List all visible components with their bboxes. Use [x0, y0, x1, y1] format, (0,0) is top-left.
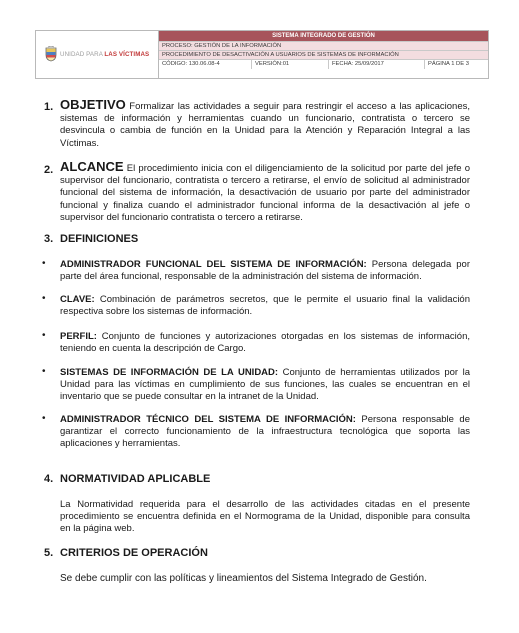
bullet-4: •: [42, 366, 46, 377]
date-cell: FECHA: 25/09/2017: [328, 60, 424, 69]
definition-4-term: SISTEMAS DE INFORMACIÓN DE LA UNIDAD:: [60, 367, 279, 378]
logo-text-a: UNIDAD PARA: [60, 51, 105, 58]
version-cell: VERSIÓN:01: [251, 60, 328, 69]
section-5-title: CRITERIOS DE OPERACIÓN: [60, 547, 208, 559]
definition-2: [60, 294, 470, 318]
definition-4: [60, 367, 470, 404]
logo-cell: [36, 31, 159, 78]
definition-3-text: Conjunto de funciones y autorizaciones otorgadas en los sistemas de información, teniendo en cuenta la descripción de Cargo.: [60, 331, 470, 355]
definition-3: [60, 331, 470, 355]
section-3-title: DEFINICIONES: [60, 233, 139, 245]
system-title: SISTEMA INTEGRADO DE GESTIÓN: [159, 31, 488, 42]
section-5-number: 5.: [44, 547, 54, 559]
definition-3-term: PERFIL:: [60, 331, 97, 342]
definition-5: [60, 414, 470, 451]
section-5-text: Se debe cumplir con las políticas y lineamientos del Sistema Integrado de Gestión.: [60, 573, 427, 584]
definition-2-term: CLAVE:: [60, 294, 95, 305]
section-3-number: 3.: [44, 233, 54, 245]
bullet-2: •: [42, 293, 46, 304]
definition-2-text: Combinación de parámetros secretos, que le permite el usuario final la validación respectiva sobre los sistemas de información.: [60, 294, 470, 318]
definition-1-text: Persona delegada por parte del área funcional, responsable de la administración del sistema de información.: [60, 259, 470, 283]
bullet-3: •: [42, 330, 46, 341]
definition-5-text: Persona responsable de garantizar el correcto funcionamiento de la infraestructura tecnológica que soporta las aplicaciones y herramientas.: [60, 414, 470, 450]
section-1-number: 1.: [44, 101, 54, 113]
section-2-body: [60, 161, 470, 224]
logo-text-b: LAS VÍCTIMAS: [104, 51, 150, 58]
colombia-crest-icon: [44, 46, 58, 62]
definition-1: [60, 259, 470, 283]
code-cell: CÓDIGO: 130.06.08-4: [162, 61, 220, 67]
section-4-number: 4.: [44, 473, 54, 485]
process-row: PROCESO: GESTIÓN DE LA INFORMACIÓN: [159, 42, 488, 51]
section-4-text: La Normatividad requerida para el desarrollo de las actividades citadas en el presente procedimiento se encuentra definida en el Normograma de la Unidad, disponible para consulta en la página web.: [60, 499, 470, 535]
section-1-body: [60, 99, 470, 150]
definition-4-text: Conjunto de herramientas utilizados por la Unidad para las víctimas en cumplimiento de sus funciones, las cuales se encuentran en el inventario que se puede consultar en la intranet de la Unidad.: [60, 367, 470, 403]
section-1-title: OBJETIVO: [60, 97, 126, 112]
section-2-text: El procedimiento inicia con el diligenciamiento de la solicitud por parte del jefe o supervisor del funcionario, contratista o tercero a retirarse, el envío de solicitud al administrador funcional del sistema de información, la desactivación de usuario por parte del administrador funcional y finaliza cuando el administrador funcional informa de la desactivación al jefe o supervisor del funcionario contratista o tercero a retirarse.: [60, 163, 470, 223]
section-2-number: 2.: [44, 164, 54, 176]
page-cell: PÁGINA 1 DE 3: [424, 60, 488, 69]
document-header: [35, 30, 489, 79]
logo-text: [60, 51, 149, 58]
section-4-title: NORMATIVIDAD APLICABLE: [60, 473, 211, 485]
procedure-row: PROCEDIMIENTO DE DESACTIVACIÓN A USUARIOS DE SISTEMAS DE INFORMACIÓN: [159, 51, 488, 60]
bullet-5: •: [42, 413, 46, 424]
section-1-text: Formalizar las actividades a seguir para restringir el acceso a las aplicaciones, sistemas de información y herramientas cuando un funcionario, contratista o tercero se desvincula o cambia de función en la Unidad para la Atención y Reparación Integral a las Víctimas.: [60, 101, 470, 149]
definition-5-term: ADMINISTRADOR TÉCNICO DEL SISTEMA DE INFORMACIÓN:: [60, 414, 356, 425]
bullet-1: •: [42, 258, 46, 269]
section-2-title: ALCANCE: [60, 159, 124, 174]
meta-row: [159, 60, 488, 69]
definition-1-term: ADMINISTRADOR FUNCIONAL DEL SISTEMA DE INFORMACIÓN:: [60, 259, 367, 270]
